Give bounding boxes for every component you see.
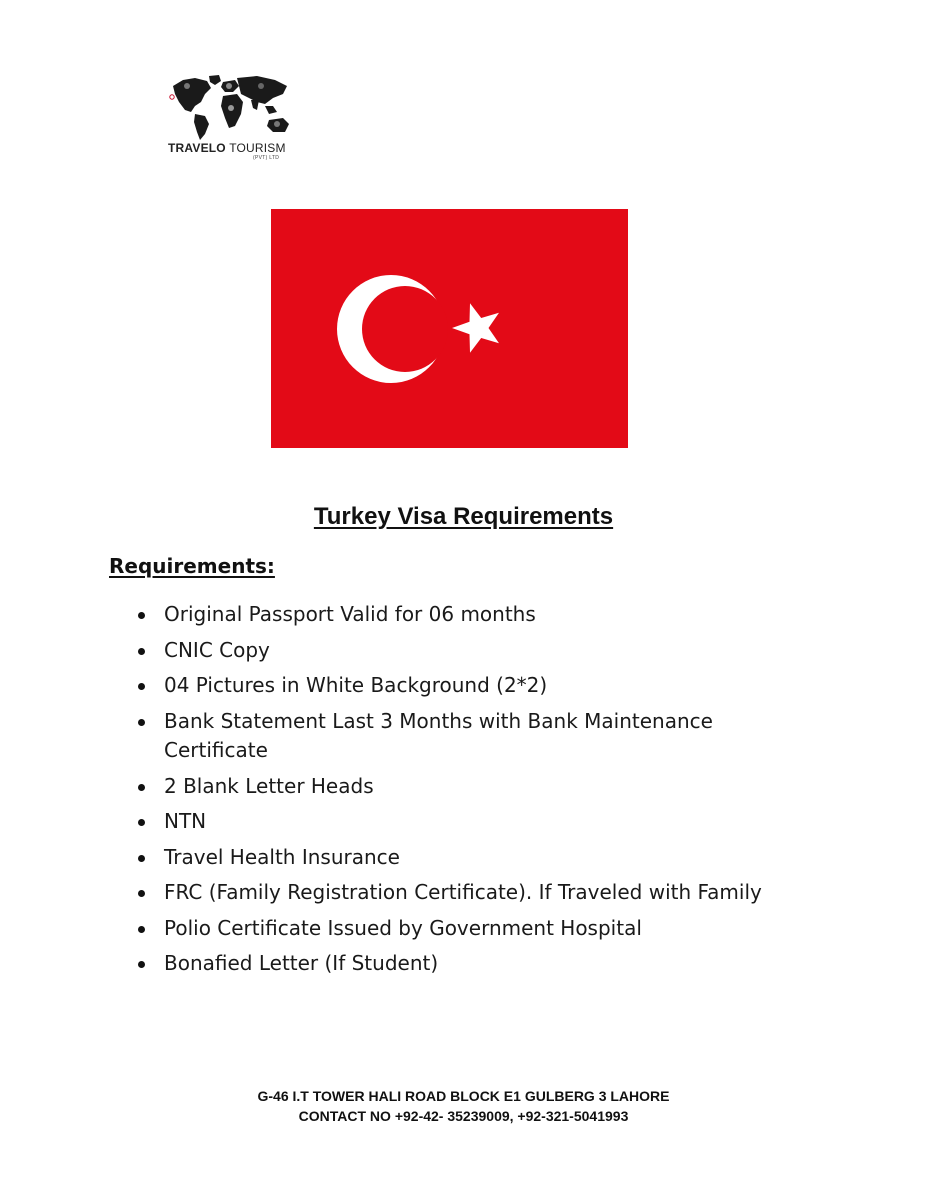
list-item: Bonafied Letter (If Student) xyxy=(137,949,777,979)
turkey-flag xyxy=(271,209,628,448)
requirements-heading: Requirements: xyxy=(109,554,275,578)
logo-wordmark xyxy=(168,142,286,154)
flag-crescent-inner xyxy=(362,286,448,372)
list-item: Original Passport Valid for 06 months xyxy=(137,600,777,630)
footer-contact: CONTACT NO +92-42- 35239009, +92-321-5041993 xyxy=(298,1108,629,1124)
logo-subtitle: (PVT) LTD xyxy=(253,155,280,161)
list-item: NTN xyxy=(137,807,777,837)
page-title: Turkey Visa Requirements xyxy=(313,503,614,530)
list-item: Polio Certificate Issued by Government Hospital xyxy=(137,914,777,944)
company-logo xyxy=(165,72,295,162)
list-item: 04 Pictures in White Background (2*2) xyxy=(137,671,777,701)
list-item: Bank Statement Last 3 Months with Bank Maintenance Certificate xyxy=(137,707,777,766)
world-map-icon xyxy=(165,72,293,142)
logo-tourism: TOURISM xyxy=(229,141,286,155)
list-item: 2 Blank Letter Heads xyxy=(137,772,777,802)
list-item: Travel Health Insurance xyxy=(137,843,777,873)
list-item: CNIC Copy xyxy=(137,636,777,666)
flag-background xyxy=(271,209,628,448)
logo-brand: TRAVELO xyxy=(168,141,226,155)
requirements-list xyxy=(137,600,777,985)
footer-address: G-46 I.T TOWER HALI ROAD BLOCK E1 GULBERG 3 LAHORE xyxy=(257,1088,670,1104)
list-item: FRC (Family Registration Certificate). If Traveled with Family xyxy=(137,878,777,908)
page-footer xyxy=(0,1086,927,1126)
